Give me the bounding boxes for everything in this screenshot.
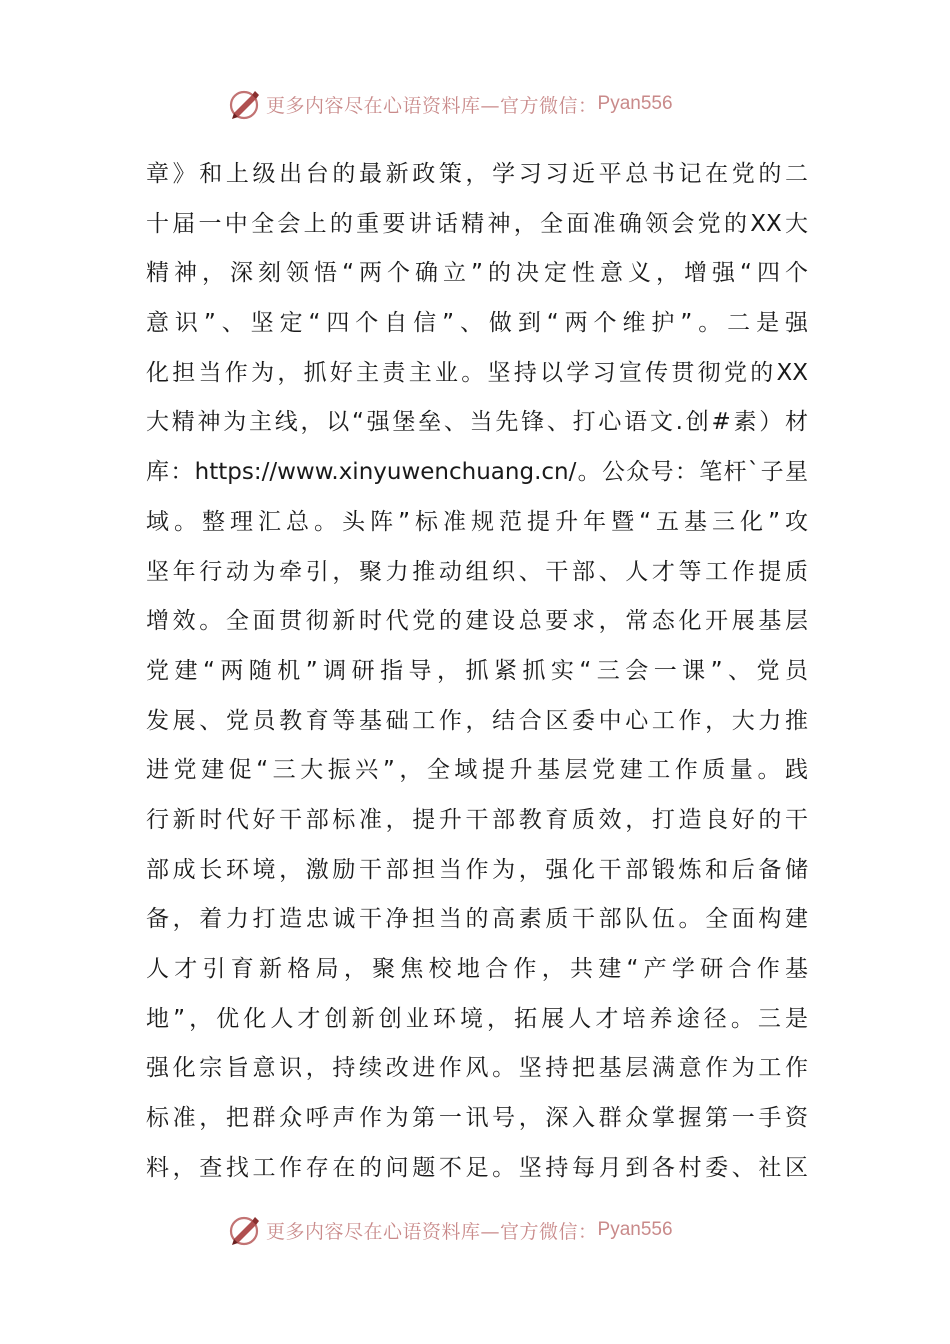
text-line: 化担当作为，抓好主责主业。坚持以学习宣传贯彻党的XX: [146, 359, 808, 386]
text-line: 进党建促“三大振兴”，全域提升基层党建工作质量。践: [146, 757, 808, 784]
text-line: 发展、党员教育等基础工作，结合区委中心工作，大力推: [146, 707, 808, 734]
text-line: 十届一中全会上的重要讲话精神，全面准确领会党的XX大: [146, 210, 808, 237]
header-watermark: [228, 86, 748, 122]
watermark-wechat-id: Pyan556: [597, 93, 673, 114]
text-line: 精神，深刻领悟“两个确立”的决定性意义，增强“四个: [146, 260, 808, 287]
text-line: 党建“两随机”调研指导，抓紧抓实“三会一课”、党员: [146, 657, 808, 684]
pen-logo-icon: [228, 1213, 262, 1247]
watermark-text: 更多内容尽在心语资料库—官方微信：: [266, 94, 598, 117]
text-line: 标准，把群众呼声作为第一讯号，深入群众掌握第一手资: [146, 1105, 808, 1132]
text-line: 备，着力打造忠诚干净担当的高素质干部队伍。全面构建: [146, 906, 808, 933]
text-line: 行新时代好干部标准，提升干部教育质效，打造良好的干: [146, 806, 808, 833]
text-line: 意识”、坚定“四个自信”、做到“两个维护”。二是强: [146, 310, 808, 337]
pen-logo-icon: [228, 87, 262, 121]
body-paragraph: [146, 150, 808, 1193]
text-line: 库：https://www.xinyuwenchuang.cn/。公众号：笔杆`子星: [146, 459, 808, 486]
text-line: 大精神为主线，以“强堡垒、当先锋、打心语文.创#素）材: [146, 409, 808, 436]
text-line: 强化宗旨意识，持续改进作风。坚持把基层满意作为工作: [146, 1055, 808, 1082]
text-line: 料，查找工作存在的问题不足。坚持每月到各村委、社区: [146, 1154, 808, 1181]
text-line: 坚年行动为牵引，聚力推动组织、干部、人才等工作提质: [146, 558, 808, 585]
watermark-wechat-id: Pyan556: [597, 1219, 673, 1240]
text-line: 部成长环境，激励干部担当作为，强化干部锻炼和后备储: [146, 856, 808, 883]
text-line: 人才引育新格局，聚焦校地合作，共建“产学研合作基: [146, 956, 808, 982]
text-line: 地”，优化人才创新创业环境，拓展人才培养途径。三是: [146, 1005, 808, 1032]
footer-watermark: [228, 1212, 748, 1248]
text-line: 增效。全面贯彻新时代党的建设总要求，常态化开展基层: [146, 608, 808, 635]
watermark-text: 更多内容尽在心语资料库—官方微信：: [266, 1220, 598, 1243]
text-line: 域。整理汇总。头阵”标准规范提升年暨“五基三化”攻: [146, 508, 808, 535]
text-line: 章》和上级出台的最新政策，学习习近平总书记在党的二: [146, 161, 808, 187]
